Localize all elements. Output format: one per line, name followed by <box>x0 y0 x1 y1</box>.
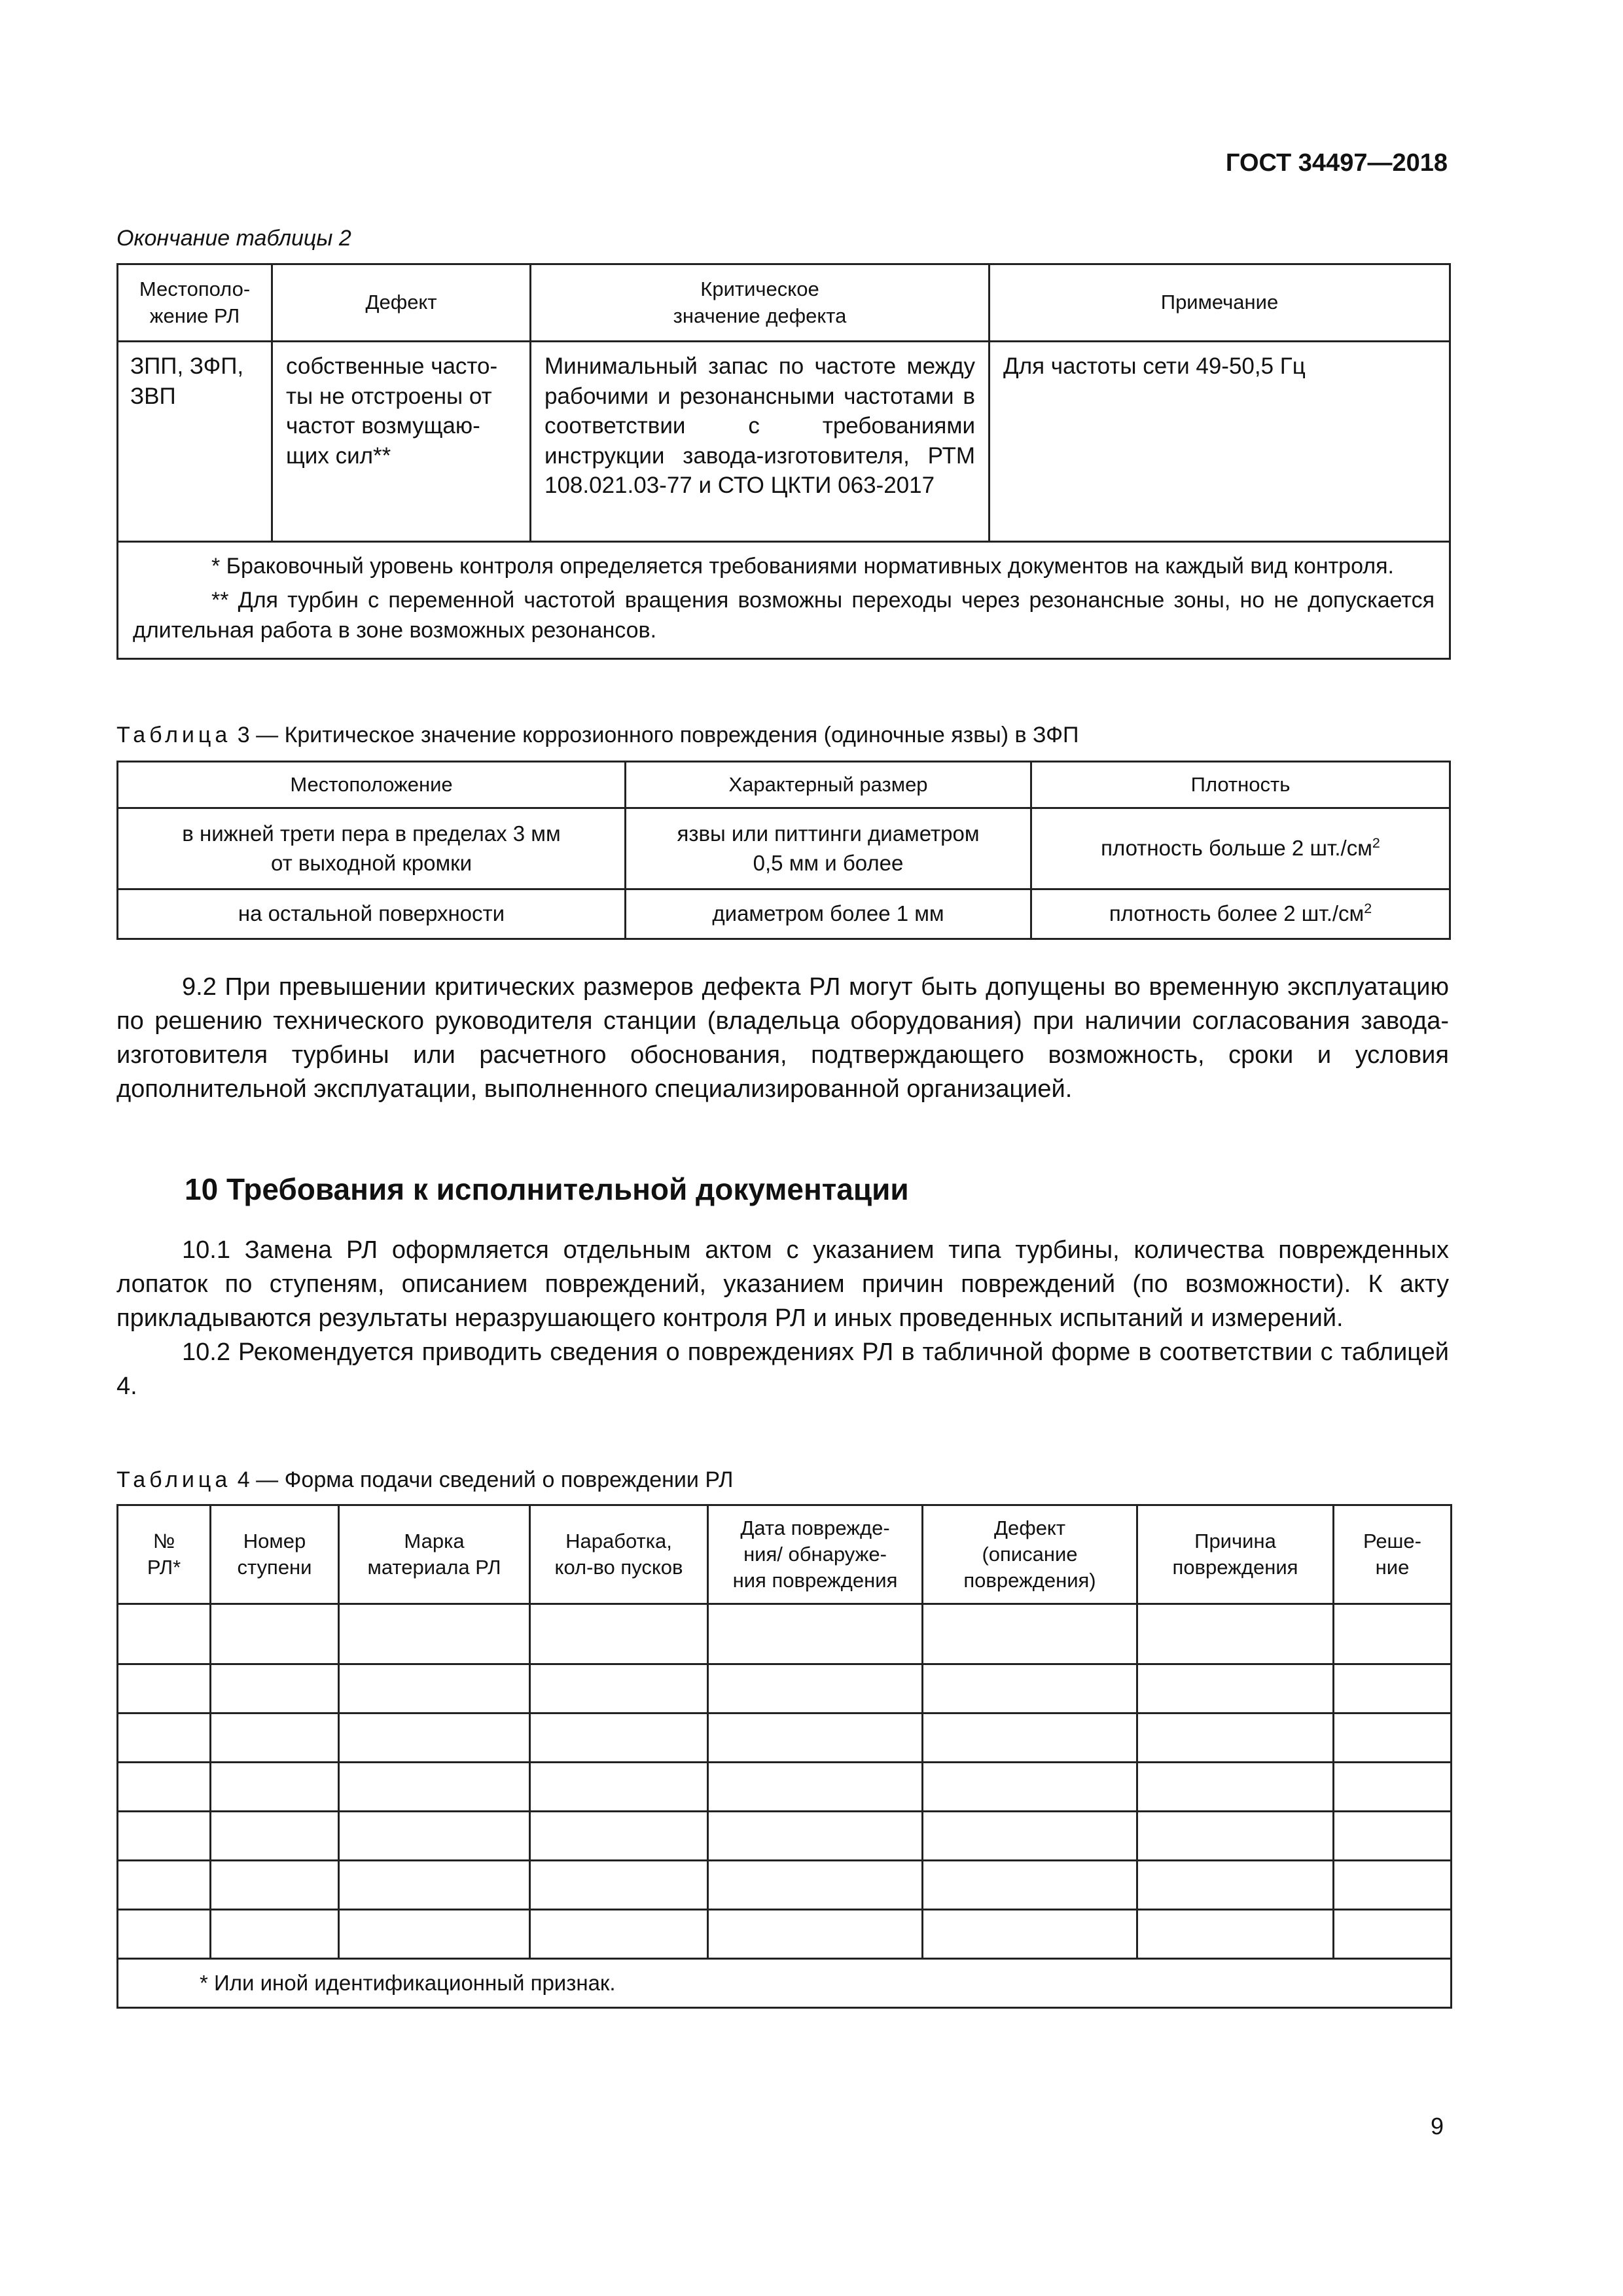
table4-header-runtime: Наработка, кол-во пусков <box>530 1505 708 1604</box>
table2-cell-note: Для частоты сети 49-50,5 Гц <box>990 342 1450 542</box>
table2-footnote-2: ** Для турбин с переменной частотой вращения возможны переходы через резонансные зоны, но не допускается длительная работа в зоне возможных резонансов. <box>133 587 1435 643</box>
table-row <box>118 1910 1452 1959</box>
table-2 <box>116 263 1451 660</box>
table4-header-decision: Реше- ние <box>1334 1505 1452 1604</box>
table4-caption <box>116 1467 733 1493</box>
table3-caption <box>116 723 1079 748</box>
page-number: 9 <box>1430 2113 1444 2140</box>
density-text: плотность больше 2 шт./см <box>1101 836 1372 861</box>
table-3 <box>116 761 1451 940</box>
table3-cell-size: диаметром более 1 мм <box>626 889 1031 939</box>
table2-footnote-1: * Браковочный уровень контроля определяется требованиями нормативных документов на каждый вид контроля. <box>211 554 1394 579</box>
table-row <box>118 1763 1452 1812</box>
density-exponent: 2 <box>1372 835 1380 852</box>
table4-header-defect: Дефект (описание повреждения) <box>923 1505 1137 1604</box>
table3-caption-word: Таблица <box>116 723 232 747</box>
table2-caption: Окончание таблицы 2 <box>116 226 351 251</box>
table3-cell-density <box>1031 889 1450 939</box>
table4-caption-word: Таблица <box>116 1467 232 1492</box>
table2-header-critical: Критическое значение дефекта <box>531 264 990 342</box>
paragraph-10-2: 10.2 Рекомендуется приводить сведения о повреждениях РЛ в табличной форме в соответствии с таблицей 4. <box>116 1338 1449 1400</box>
paragraph-9-2 <box>116 970 1449 1106</box>
table3-cell-density <box>1031 808 1450 889</box>
table-row <box>118 1861 1452 1910</box>
document-header-id: ГОСТ 34497—2018 <box>1225 149 1448 177</box>
table3-header-density: Плотность <box>1031 762 1450 808</box>
table3-cell-size: язвы или питтинги диаметром 0,5 мм и более <box>626 808 1031 889</box>
table-row <box>118 808 1450 889</box>
table-row <box>118 1713 1452 1763</box>
table2-header-location: Местополо- жение РЛ <box>118 264 272 342</box>
table4-footnote: * Или иной идентификационный признак. <box>118 1959 1452 2008</box>
section-10-body <box>116 1233 1449 1403</box>
paragraph-9-2-text: 9.2 При превышении критических размеров дефекта РЛ могут быть допущены во временную эксплуатацию по решению технического руководителя станции (владельца оборудования) при наличии согласования завода-изготовителя турбины или расчетного обоснования, подтверждающего возможность, сроки и условия дополнительной эксплуатации, выполненного специализированной организацией. <box>116 973 1449 1103</box>
table-row <box>118 1604 1452 1664</box>
table4-header-cause: Причина повреждения <box>1137 1505 1334 1604</box>
table2-header-defect: Дефект <box>272 264 531 342</box>
table3-cell-location: в нижней трети пера в пределах 3 мм от выходной кромки <box>118 808 626 889</box>
table2-cell-location: ЗПП, ЗФП, ЗВП <box>118 342 272 542</box>
table-row <box>118 1664 1452 1713</box>
table-row <box>118 889 1450 939</box>
density-exponent: 2 <box>1364 901 1372 917</box>
table4-header-date: Дата поврежде- ния/ обнаруже- ния повреждения <box>708 1505 923 1604</box>
table2-cell-defect: собственные часто- ты не отстроены от частот возмущаю- щих сил** <box>272 342 531 542</box>
table2-header-note: Примечание <box>990 264 1450 342</box>
table4-caption-text: 4 — Форма подачи сведений о повреждении РЛ <box>237 1467 734 1492</box>
table3-cell-location: на остальной поверхности <box>118 889 626 939</box>
density-text: плотность более 2 шт./см <box>1109 901 1364 926</box>
paragraph-10-1: 10.1 Замена РЛ оформляется отдельным актом с указанием типа турбины, количества поврежденных лопаток по ступеням, описанием повреждений, указанием причин повреждений (по возможности). К акту прикладываются результаты неразрушающего контроля РЛ и иных проведенных испытаний и измерений. <box>116 1236 1449 1332</box>
table4-header-stage: Номер ступени <box>211 1505 339 1604</box>
table-4 <box>116 1504 1452 2009</box>
table3-header-size: Характерный размер <box>626 762 1031 808</box>
table3-caption-text: 3 — Критическое значение коррозионного повреждения (одиночные язвы) в ЗФП <box>237 723 1079 747</box>
section-10-title: 10 Требования к исполнительной документации <box>185 1172 909 1206</box>
table-row <box>118 1812 1452 1861</box>
table4-header-number: № РЛ* <box>118 1505 211 1604</box>
table2-cell-critical: Минимальный запас по частоте между рабочими и резонансными частотами в соответствии с требованиями инструкции завода-изготовителя, РТМ 108.021.03-77 и СТО ЦКТИ 063-2017 <box>531 342 990 542</box>
table3-header-location: Местоположение <box>118 762 626 808</box>
table4-header-material: Марка материала РЛ <box>339 1505 530 1604</box>
table2-footnotes <box>118 542 1450 659</box>
